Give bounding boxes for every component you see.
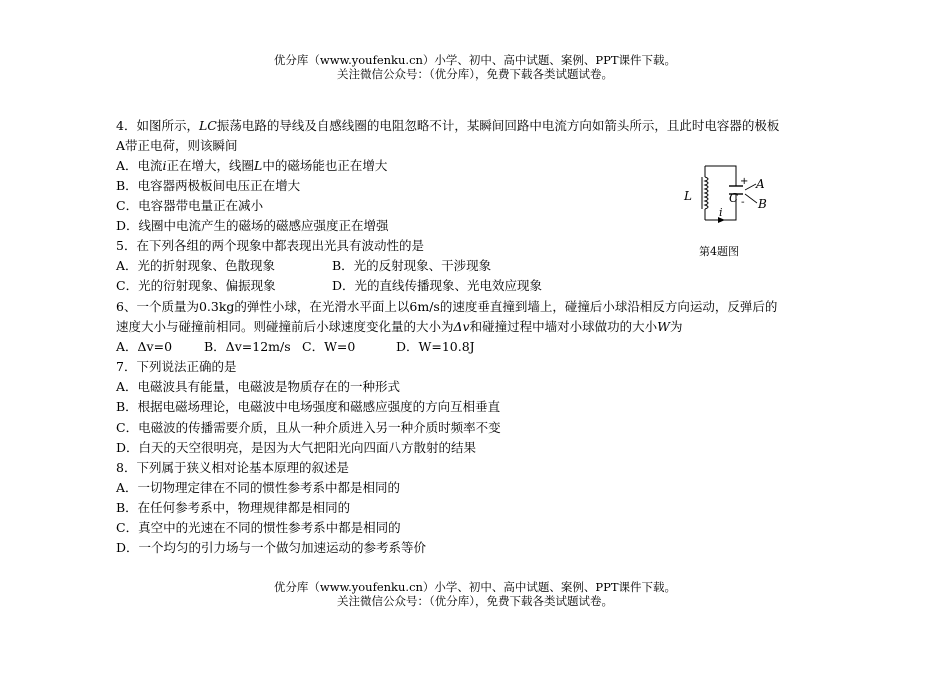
q5-option-a: A．光的折射现象、色散现象	[116, 258, 276, 273]
q4-stem-text: 4．如图所示，	[116, 118, 199, 133]
q8-option-d: D．一个均匀的引力场与一个做匀加速运动的参考系等价	[116, 540, 427, 555]
q8-option-c: C．真空中的光速在不同的惯性参考系中都是相同的	[116, 520, 401, 535]
q5-options-row1	[116, 256, 491, 276]
q4-option-a-i: i	[162, 158, 167, 173]
q6-stem-text: 速度大小与碰撞前相同。则碰撞前后小球速度变化量的大小为	[116, 319, 454, 334]
q6-option-d: D．W=10.8J	[396, 339, 475, 354]
header-line-2: 关注微信公众号：（优分库），免费下载各类试题试卷。	[337, 67, 613, 81]
q4-option-a-text-3: 中的磁场能也正在增大	[262, 158, 388, 173]
q6-stem-line2	[116, 317, 683, 337]
q7-option-b: B．根据电磁场理论，电磁波中电场强度和磁感应强度的方向互相垂直	[116, 399, 501, 414]
q4-option-d: D．线圈中电流产生的磁场的磁感应强度正在增强	[116, 218, 389, 233]
leader-line-b	[745, 194, 757, 203]
q6-options	[116, 337, 475, 357]
page-header	[0, 53, 950, 81]
label-i: i	[719, 206, 723, 219]
header-line-1: 优分库（www.youfenku.cn）小学、初中、高中试题、案例、PPT课件下载。	[273, 53, 677, 67]
q6-stem-W: W	[657, 319, 670, 334]
q6-option-a: A．Δv=0	[116, 339, 173, 354]
footer-line-2: 关注微信公众号：（优分库），免费下载各类试题试卷。	[337, 594, 613, 608]
q7-option-a: A．电磁波具有能量，电磁波是物质存在的一种形式	[116, 379, 401, 394]
figure-caption: 第4题图	[699, 245, 739, 258]
q4-stem-line2: A带正电荷，则该瞬间	[116, 138, 238, 153]
q4-stem-line1	[116, 116, 779, 136]
circuit-wire-top	[705, 166, 736, 186]
q4-option-b: B．电容器两极板间电压正在增大	[116, 178, 301, 193]
footer-line-1: 优分库（www.youfenku.cn）小学、初中、高中试题、案例、PPT课件下载。	[273, 580, 677, 594]
q4-option-a-text-2: 正在增大，线圈	[166, 158, 255, 173]
inductor-coil	[705, 177, 708, 209]
q4-option-c: C．电容器带电量正在减小	[116, 198, 264, 213]
plus-sign: +	[740, 176, 749, 187]
q6-stem-line1: 6、一个质量为0.3kg的弹性小球，在光滑水平面上以6m/s的速度垂直撞到墙上，碰撞后小球沿相反方向运动，反弹后的	[116, 299, 778, 314]
q7-stem: 7．下列说法正确的是	[116, 359, 237, 374]
page-footer	[0, 580, 950, 608]
label-C: C	[729, 191, 739, 205]
label-L: L	[684, 189, 692, 203]
q4-option-a-text: A．电流	[116, 158, 163, 173]
q5-options-row2	[116, 276, 542, 296]
label-B: B	[758, 197, 767, 211]
q6-stem-text-3: 为	[669, 319, 683, 334]
q6-option-c: C．W=0	[302, 339, 356, 354]
q4-stem-lc: LC	[198, 118, 217, 133]
minus-sign: -	[741, 197, 745, 208]
q5-stem: 5．在下列各组的两个现象中都表现出光具有波动性的是	[116, 238, 424, 253]
q4-option-a	[116, 156, 387, 176]
q5-option-b: B．光的反射现象、干涉现象	[332, 258, 492, 273]
q4-option-a-L: L	[254, 158, 263, 173]
q8-option-a: A．一切物理定律在不同的惯性参考系中都是相同的	[116, 480, 401, 495]
q6-option-b: B．Δv=12m/s	[204, 339, 291, 354]
q7-option-d: D．白天的天空很明亮，是因为大气把阳光向四面八方散射的结果	[116, 440, 477, 455]
q5-option-c: C．光的衍射现象、偏振现象	[116, 278, 276, 293]
q5-option-d: D．光的直线传播现象、光电效应现象	[332, 278, 543, 293]
label-A: A	[756, 177, 765, 191]
q8-option-b: B．在任何参考系中，物理规律都是相同的	[116, 500, 351, 515]
q6-stem-text-2: 和碰撞过程中墙对小球做功的大小	[469, 319, 658, 334]
q4-stem-text-2: 振荡电路的导线及自感线圈的电阻忽略不计，某瞬间回路中电流方向如箭头所示，且此时电容器的极板	[216, 118, 780, 133]
q8-stem: 8．下列属于狭义相对论基本原理的叙述是	[116, 460, 349, 475]
q6-stem-dv: Δv	[453, 319, 470, 334]
q7-option-c: C．电磁波的传播需要介质，且从一种介质进入另一种介质时频率不变	[116, 420, 501, 435]
